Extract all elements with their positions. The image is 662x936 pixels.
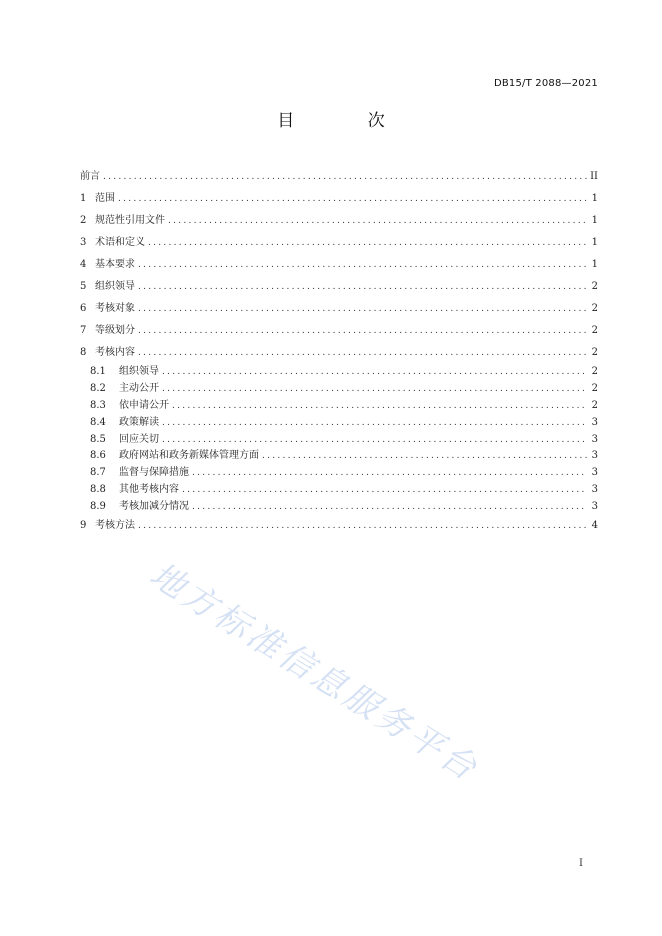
toc-entry-label: 考核内容: [95, 347, 135, 358]
toc-leader-dots: [148, 237, 587, 249]
toc-entry[interactable]: [80, 276, 598, 298]
toc-entry-label: 考核方法: [95, 520, 135, 532]
toc-leader-dots: [138, 281, 587, 293]
toc-entry[interactable]: [80, 364, 598, 381]
toc-entry-page: II: [590, 171, 598, 182]
toc-entry-page: 3: [591, 500, 598, 512]
toc-entry-label: 范围: [95, 193, 115, 204]
toc-leader-dots: [192, 467, 587, 479]
toc-entry-page: 1: [591, 193, 598, 204]
toc-leader-dots: [162, 434, 587, 446]
toc-entry-page: 2: [591, 399, 598, 411]
toc-entry-page: 3: [591, 450, 598, 462]
toc-entry-number: 8.9: [90, 500, 106, 512]
toc-entry-number: 8.6: [90, 450, 106, 462]
toc-entry-number: 8.1: [90, 366, 106, 378]
toc-entry-number: 8.5: [90, 433, 106, 445]
toc-leader-dots: [118, 193, 587, 205]
toc-leader-dots: [138, 259, 587, 271]
toc-leader-dots: [162, 383, 587, 395]
toc-entry[interactable]: [80, 166, 598, 188]
toc-entry-number: 8.7: [90, 467, 106, 479]
toc-leader-dots: [192, 501, 587, 513]
toc-leader-dots: [138, 347, 587, 359]
toc-entry-number: 5: [80, 281, 87, 292]
toc-entry[interactable]: [80, 465, 598, 482]
toc-entry-page: 2: [591, 281, 598, 292]
toc-leader-dots: [138, 325, 587, 337]
toc-entry-page: 2: [591, 347, 598, 358]
toc-entry[interactable]: [80, 188, 598, 210]
toc-entry-page: 2: [591, 383, 598, 395]
toc-entry-page: 3: [591, 416, 598, 428]
table-of-contents: [80, 166, 598, 537]
toc-leader-dots: [262, 450, 587, 462]
toc-entry-label: 政策解读: [119, 416, 159, 428]
toc-entry[interactable]: [80, 431, 598, 448]
toc-entry-label: 前言: [80, 171, 100, 182]
toc-entry-number: 3: [80, 237, 87, 248]
toc-entry-page: 4: [591, 520, 598, 532]
toc-title: 目 次: [277, 111, 419, 131]
toc-entry-page: 1: [591, 237, 598, 248]
toc-entry-page: 2: [591, 325, 598, 336]
toc-entry[interactable]: [80, 254, 598, 276]
toc-entry-label: 等级划分: [95, 325, 135, 336]
toc-leader-dots: [168, 215, 587, 227]
toc-leader-dots: [162, 417, 587, 429]
toc-entry-number: 8.3: [90, 399, 106, 411]
toc-entry-page: 3: [591, 483, 598, 495]
toc-entry[interactable]: [80, 232, 598, 254]
toc-entry-number: 2: [80, 215, 87, 226]
page-number: I: [579, 858, 583, 869]
toc-entry[interactable]: [80, 482, 598, 499]
toc-entry-page: 1: [591, 259, 598, 270]
toc-entry-label: 考核加减分情况: [119, 500, 189, 512]
toc-entry-page: 1: [591, 215, 598, 226]
toc-leader-dots: [138, 520, 587, 532]
toc-entry[interactable]: [80, 515, 598, 537]
toc-entry-label: 政府网站和政务新媒体管理方面: [119, 450, 259, 462]
toc-entry[interactable]: [80, 381, 598, 398]
watermark-text: 地方标准信息服务平台: [142, 554, 487, 791]
toc-leader-dots: [182, 484, 587, 496]
toc-entry-label: 监督与保障措施: [119, 467, 189, 479]
toc-entry-number: 6: [80, 303, 87, 314]
toc-entry-number: 8.8: [90, 483, 106, 495]
toc-leader-dots: [172, 400, 587, 412]
toc-entry-page: 2: [591, 366, 598, 378]
toc-entry-label: 回应关切: [119, 433, 159, 445]
toc-entry-number: 8.4: [90, 416, 106, 428]
toc-entry-label: 其他考核内容: [119, 483, 179, 495]
toc-leader-dots: [138, 303, 587, 315]
toc-entry[interactable]: [80, 342, 598, 364]
toc-entry[interactable]: [80, 398, 598, 415]
toc-entry-page: 3: [591, 467, 598, 479]
toc-leader-dots: [162, 366, 587, 378]
toc-entry-number: 4: [80, 259, 87, 270]
toc-entry-number: 8.2: [90, 383, 106, 395]
toc-entry[interactable]: [80, 448, 598, 465]
toc-entry-label: 组织领导: [95, 281, 135, 292]
toc-entry[interactable]: [80, 210, 598, 232]
toc-entry[interactable]: [80, 298, 598, 320]
toc-entry-label: 依申请公开: [119, 399, 169, 411]
toc-leader-dots: [103, 171, 587, 183]
document-code: DB15/T 2088—2021: [493, 78, 598, 89]
toc-entry-label: 术语和定义: [95, 237, 145, 248]
toc-entry-label: 规范性引用文件: [95, 215, 165, 226]
toc-entry-label: 考核对象: [95, 303, 135, 314]
toc-entry[interactable]: [80, 414, 598, 431]
toc-entry-number: 1: [80, 193, 87, 204]
toc-entry[interactable]: [80, 498, 598, 515]
toc-entry-label: 基本要求: [95, 259, 135, 270]
toc-entry-number: 8: [80, 347, 87, 358]
toc-entry[interactable]: [80, 320, 598, 342]
toc-entry-page: 2: [591, 303, 598, 314]
toc-entry-page: 3: [591, 433, 598, 445]
toc-entry-label: 组织领导: [119, 366, 159, 378]
toc-entry-label: 主动公开: [119, 383, 159, 395]
toc-entry-number: 9: [80, 520, 87, 532]
toc-entry-number: 7: [80, 325, 87, 336]
